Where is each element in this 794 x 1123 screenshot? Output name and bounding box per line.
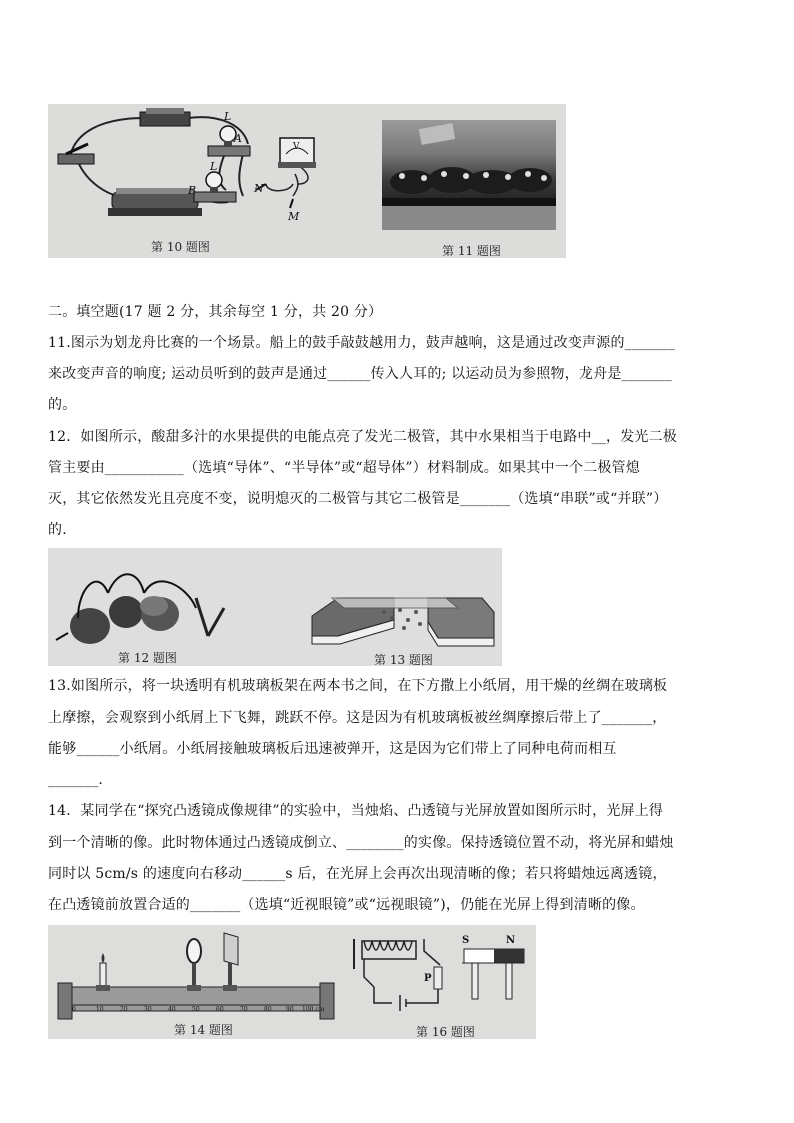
ruler-30: 30 <box>144 1006 152 1013</box>
q14-line-2: 到一个清晰的像。此时物体通过凸透镜成倒立、________的实像。保持透镜位置不动，将光屏和蜡烛 <box>48 835 674 851</box>
q12-line-3: 灭，其它依然发光且亮度不变，说明熄灭的二极管与其它二极管是_______（选填“串联”或“并联”） <box>48 491 668 507</box>
caption-fig11: 第 11 题图 <box>442 244 501 258</box>
ruler-40: 40 <box>168 1006 176 1013</box>
label-P: P <box>424 973 432 984</box>
q13-line-2: 上摩擦，会观察到小纸屑上下飞舞，跳跃不停。这是因为有机玻璃板被丝绸摩擦后带上了_______， <box>48 710 667 726</box>
fruit-battery-and-books <box>48 548 502 666</box>
label-N16: N <box>506 935 516 946</box>
ruler-80: 80 <box>264 1006 272 1013</box>
label-N: N <box>254 182 264 195</box>
section-heading: 二。填空题(17 题 2 分，其余每空 1 分，共 20 分） <box>48 304 383 320</box>
label-V: V <box>293 142 300 152</box>
figure-10-panel <box>48 104 566 258</box>
q13-line-1: 13.如图所示，将一块透明有机玻璃板架在两本书之间，在下方撒上小纸屑，用干燥的丝绸在玻璃板 <box>48 678 668 694</box>
label-A: A <box>234 132 242 145</box>
label-L2: L <box>210 160 218 173</box>
q13-line-3: 能够______小纸屑。小纸屑接触玻璃板后迅速被弹开，这是因为它们带上了同种电荷而相互 <box>48 741 617 757</box>
caption-fig12: 第 12 题图 <box>118 651 177 665</box>
q13-line-4: _______. <box>48 772 104 788</box>
ruler-60: 60 <box>216 1006 224 1013</box>
ruler-0: 0 <box>72 1006 76 1013</box>
ruler-50: 50 <box>192 1006 200 1013</box>
caption-fig14: 第 14 题图 <box>174 1023 233 1037</box>
caption-fig16: 第 16 题图 <box>416 1025 475 1039</box>
label-L1: L <box>224 110 232 123</box>
caption-fig13: 第 13 题图 <box>374 653 433 666</box>
q11-line-2: 来改变声音的响度; 运动员听到的鼓声是通过______传入人耳的; 以运动员为参照物，龙舟是_______ <box>48 366 672 382</box>
label-S: S <box>462 935 470 946</box>
q12-line-4: 的. <box>48 522 67 538</box>
q11-line-3: 的。 <box>48 397 77 413</box>
q14-line-4: 在凸透镜前放置合适的_______（选填“近视眼镜”或“远视眼镜”)，仍能在光屏上得到清晰的像。 <box>48 897 645 913</box>
q14-line-3: 同时以 5cm/s 的速度向右移动______s 后，在光屏上会再次出现清晰的像；若只将蜡烛远离透镜， <box>48 866 667 882</box>
ruler-10: 10 <box>96 1006 104 1013</box>
q14-line-1: 14．某同学在“探究凸透镜成像规律”的实验中，当烛焰、凸透镜与光屏放置如图所示时，光屏上得 <box>48 803 664 819</box>
ruler-90: 90 <box>286 1006 294 1013</box>
ruler-20: 20 <box>120 1006 128 1013</box>
dragon-boat-photo <box>382 120 556 230</box>
q12-line-1: 12．如图所示，酸甜多汁的水果提供的电能点亮了发光二极管，其中水果相当于电路中__，发光二极 <box>48 429 678 445</box>
q11-line-1: 11.图示为划龙舟比赛的一个场景。船上的鼓手敲鼓越用力，鼓声越响，这是通过改变声源的_______ <box>48 335 676 351</box>
figure-14-16-panel <box>48 925 536 1039</box>
figure-12-13-panel <box>48 548 502 666</box>
label-B: B <box>188 184 197 197</box>
label-M: M <box>288 210 300 223</box>
q12-line-2: 管主要由___________（选填“导体”、“半导体”或“超导体”）材料制成。如果其中一个二极管熄 <box>48 460 640 476</box>
ruler-100: 100 cm <box>302 1006 325 1013</box>
ruler-70: 70 <box>240 1006 248 1013</box>
caption-fig10: 第 10 题图 <box>151 240 210 254</box>
